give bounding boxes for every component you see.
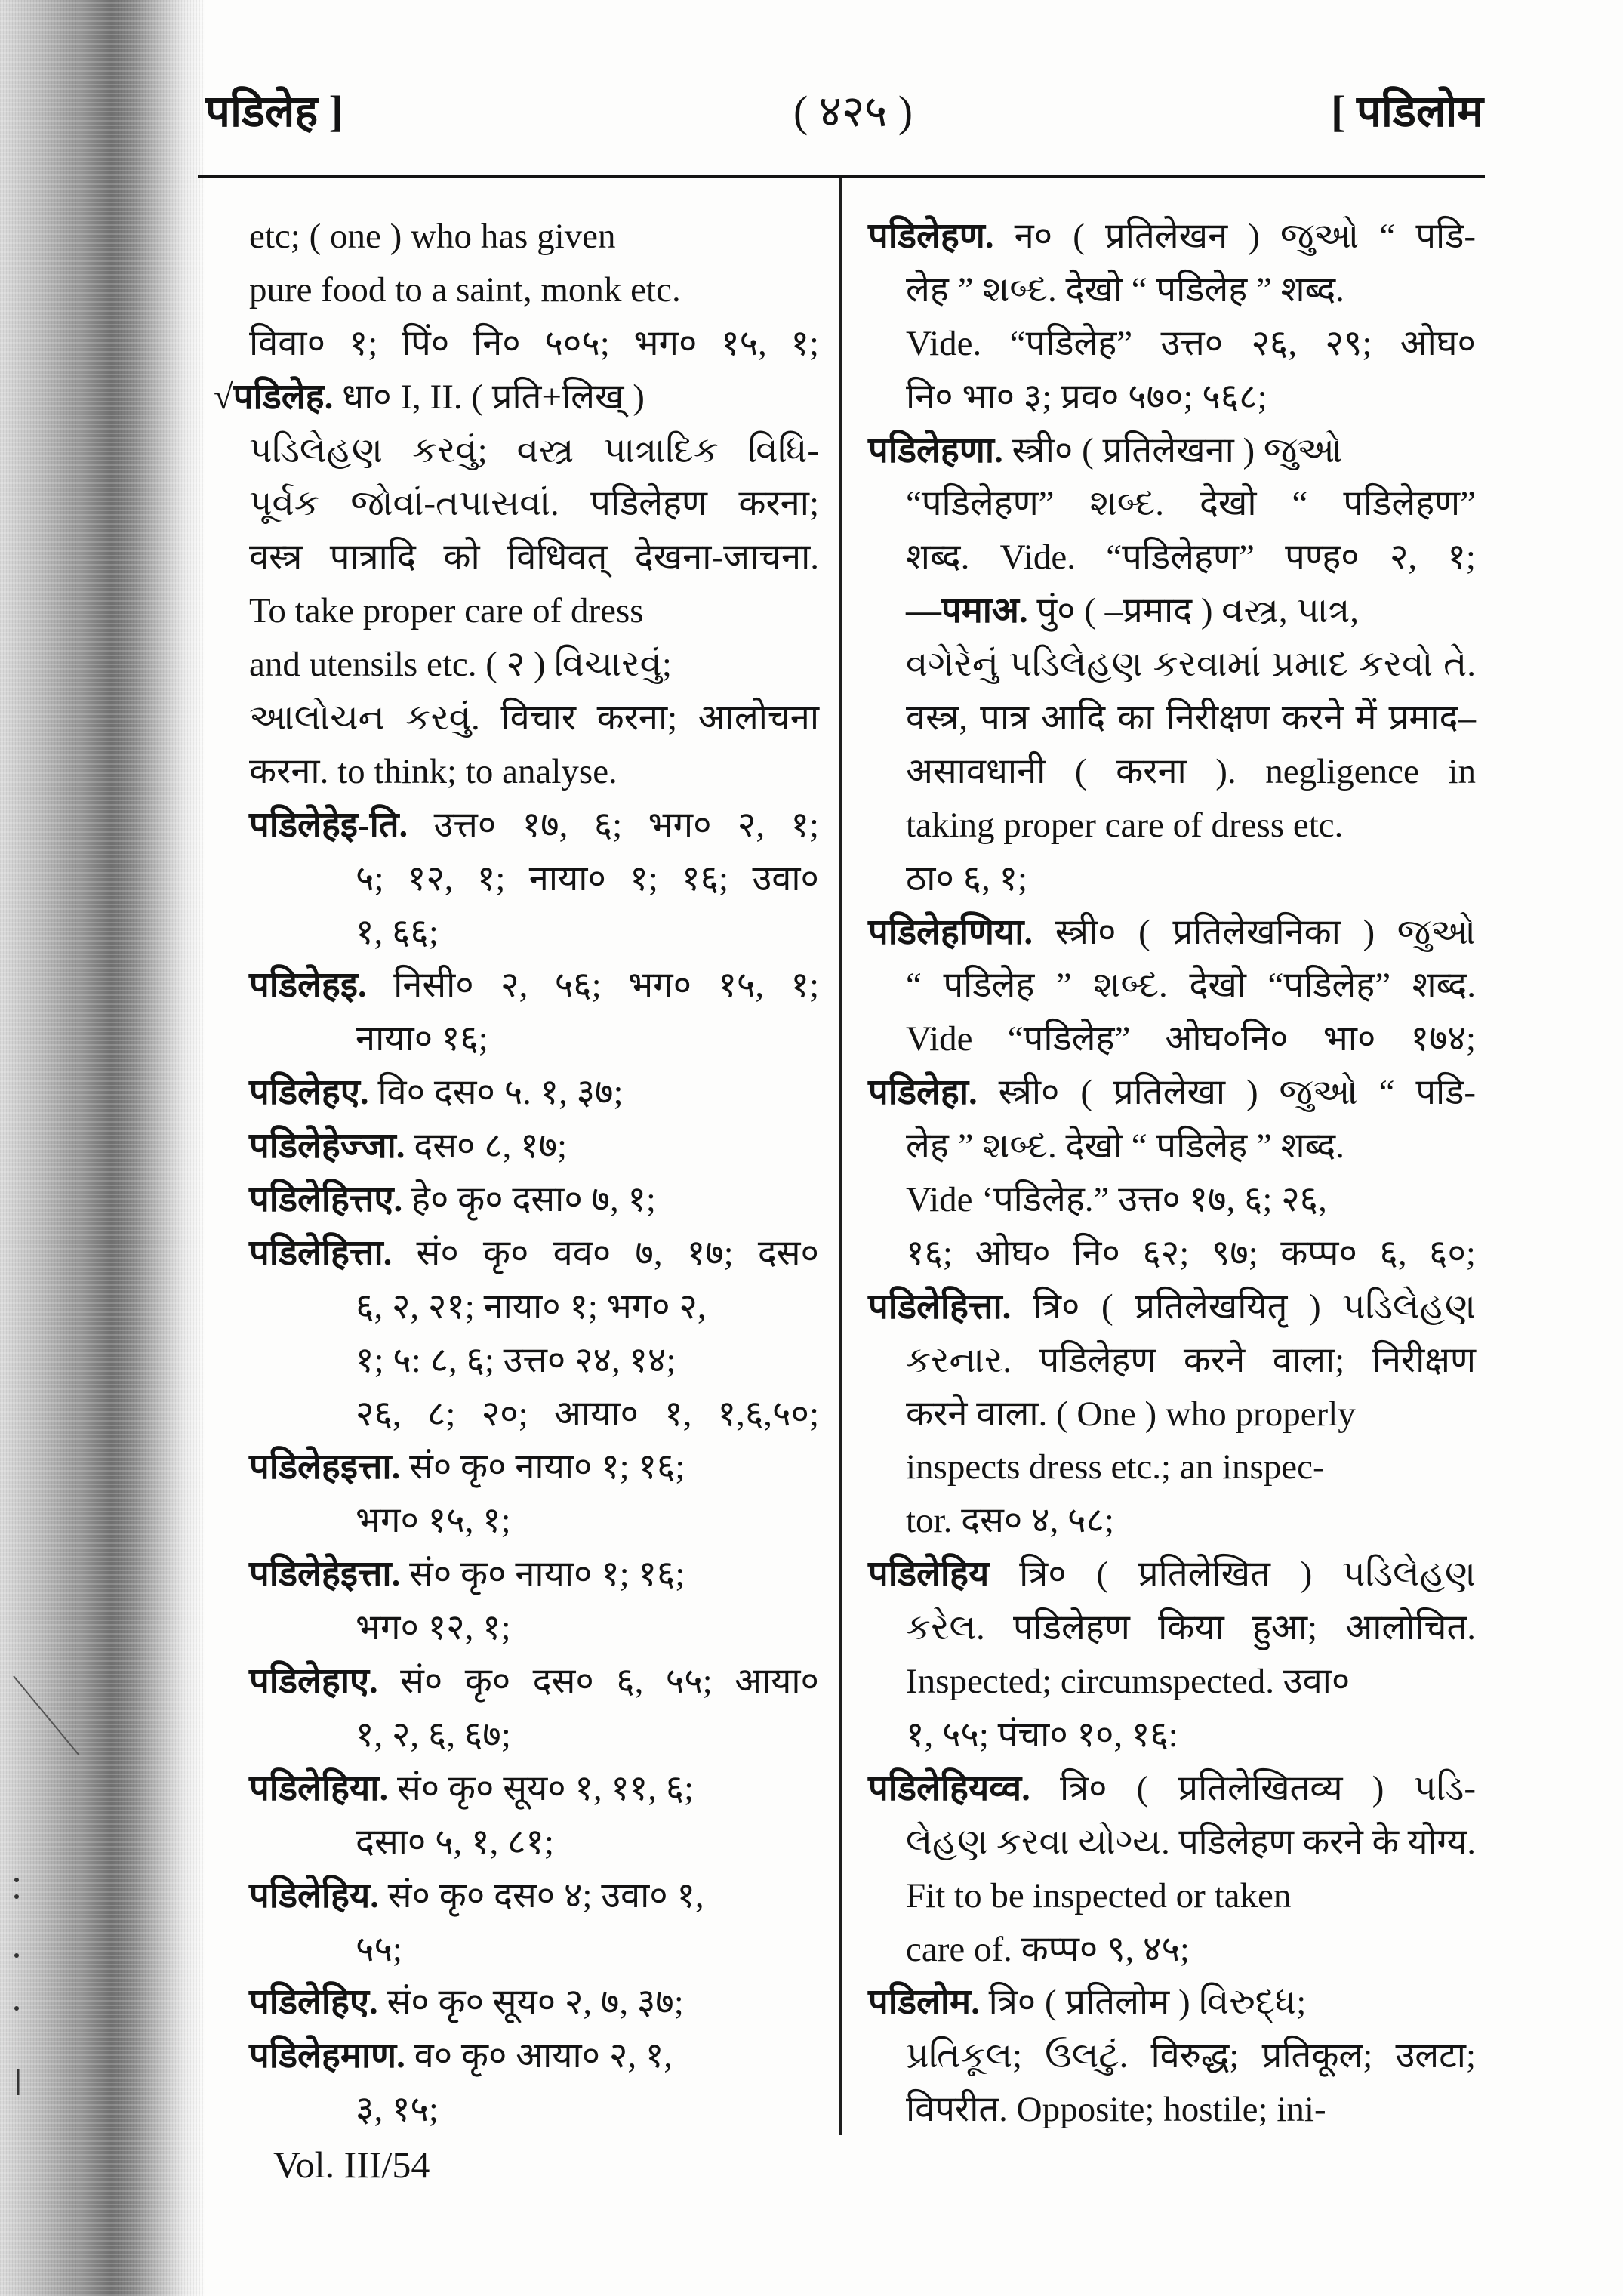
entry-text: Inspected; circumspected. उवा०	[906, 1662, 1350, 1702]
entry-text: “पडिलेहण” શબ્દ. देखो “ पडिलेहण”	[906, 484, 1476, 524]
dictionary-entry	[868, 906, 1476, 1067]
dictionary-entry	[868, 1976, 1476, 2137]
dictionary-entry	[249, 2029, 819, 2137]
entry-text: सं० कृ० दस० ४; उवा० १,	[379, 1875, 704, 1915]
volume-signature: Vol. III/54	[273, 2143, 430, 2186]
entry-text: Vide “पडिलेह” ओघ०नि० भा० १७४;	[906, 1019, 1476, 1059]
entry-text: २६, ८; २०; आया० १, १,६,५०;	[356, 1394, 819, 1434]
headword: पडिलेहियव्व.	[868, 1768, 1030, 1808]
entry-line	[868, 1281, 1476, 1334]
entry-text: Vide ‘पडिलेह.” उत्त० १७, ६; २६,	[906, 1180, 1327, 1220]
headword: पडिलेहिए.	[249, 1983, 378, 2023]
column-divider	[839, 178, 842, 2135]
entry-text: सं० कृ० नाया० १; १६;	[400, 1555, 685, 1595]
entry-line	[906, 1334, 1476, 1388]
entry-line	[249, 584, 819, 638]
entry-line	[249, 1066, 819, 1120]
dictionary-entry	[868, 1281, 1476, 1548]
headword: पडिलेहणा.	[868, 430, 1003, 470]
dictionary-entry	[249, 1548, 819, 1655]
entry-line	[249, 210, 819, 264]
dictionary-entry	[249, 1655, 819, 1762]
entry-text: taking proper care of dress etc.	[906, 805, 1344, 845]
headword: पडिलोम.	[868, 1983, 980, 2023]
entry-text: કરનાર. पडिलेहण करने वाला; निरीक्षण	[906, 1340, 1476, 1380]
dictionary-entry	[249, 1227, 819, 1441]
entry-text: etc; ( one ) who has given	[249, 217, 616, 256]
entry-text: inspects dress etc.; an inspec-	[906, 1447, 1325, 1487]
headword: पडिलेहिय.	[249, 1875, 380, 1915]
entry-text: १, २, ६, ६७;	[356, 1715, 511, 1755]
entry-line	[356, 1816, 819, 1869]
entry-line	[906, 1441, 1476, 1494]
entry-line	[906, 1601, 1476, 1655]
entry-text: सं० कृ० सूय० १, ११, ६;	[388, 1768, 694, 1808]
entry-line	[868, 906, 1476, 960]
headword: पडिलेहण.	[868, 217, 994, 256]
entry-line	[868, 424, 1476, 478]
entry-line	[356, 1709, 819, 1762]
entry-text: भग० १५, १;	[356, 1501, 511, 1541]
headword: पडिलेहिय	[868, 1555, 990, 1595]
scan-artifacts	[0, 1661, 98, 2114]
entry-line	[356, 1334, 819, 1388]
entry-text: ५; १२, १; नाया० १; १६; उवा०	[356, 858, 819, 898]
entry-line	[249, 1762, 819, 1816]
headword: पडिलेहेइत्ता.	[249, 1555, 401, 1595]
headword: पडिलेहित्ता.	[868, 1287, 1012, 1327]
entry-line	[249, 1227, 819, 1281]
entry-text: करने वाला. ( One ) who properly	[906, 1394, 1356, 1434]
running-head-first-word: पडिलेह ]	[205, 87, 343, 136]
entry-line	[356, 906, 819, 960]
headword: पडिलेहिया.	[249, 1768, 389, 1808]
headword: पडिलेहित्तए.	[249, 1180, 403, 1220]
entry-text: પ્રતિકૂલ; ઉલટું. विरुद्ध; प्रतिकूल; उलटा;	[906, 2036, 1476, 2076]
entry-line	[906, 2029, 1476, 2083]
entry-line	[868, 1762, 1476, 1816]
entry-line	[249, 1441, 819, 1494]
entry-text: કરેલ. पडिलेहण किया हुआ; आलोचित.	[906, 1608, 1476, 1648]
entry-text: ६, २, २१; नाया० १; भग० २,	[356, 1287, 707, 1327]
entry-line	[906, 852, 1476, 906]
entry-text: લેહણ કરવા યોગ્ય. पडिलेहण करने के योग्य.	[906, 1822, 1476, 1862]
entry-text: त्रि० ( प्रतिलेखित ) પડિલેહણ	[989, 1555, 1476, 1595]
entry-text: व० कृ० आया० २, १,	[405, 2036, 673, 2076]
entry-text: pure food to a saint, monk etc.	[249, 270, 681, 310]
entry-line	[214, 371, 819, 424]
page-number: ( ४२५ )	[793, 87, 913, 136]
entry-line	[906, 692, 1476, 745]
dictionary-entry	[249, 1869, 819, 1977]
entry-line	[356, 1494, 819, 1548]
headword: पडिलेहाए.	[249, 1662, 378, 1702]
headword: पडिलेहा.	[868, 1073, 978, 1113]
dictionary-entry	[214, 371, 819, 799]
entry-text: १६; ओघ० नि० ६२; ९७; कप्प० ६, ६०;	[906, 1233, 1476, 1273]
entry-text: “ पडिलेह ” શબ્દ. देखो “पडिलेह” शब्द.	[906, 966, 1476, 1006]
entry-line	[906, 1816, 1476, 1869]
entry-text: १, ६६;	[356, 912, 439, 952]
headword: पडिलेहणिया.	[868, 912, 1033, 952]
dictionary-entry	[249, 1120, 819, 1173]
entry-line	[906, 1120, 1476, 1173]
entry-text: हे० कृ० दसा० ७, १;	[402, 1180, 656, 1220]
entry-line	[906, 959, 1476, 1012]
entry-line	[356, 852, 819, 906]
dictionary-entry	[249, 1066, 819, 1120]
entry-line	[249, 638, 819, 692]
entry-line	[906, 799, 1476, 852]
entry-line	[906, 317, 1476, 371]
entry-text: care of. कप्प० ९, ४५;	[906, 1929, 1190, 1969]
entry-text: सं० कृ० नाया० १; १६;	[400, 1447, 685, 1487]
entry-text: करना. to think; to analyse.	[249, 751, 617, 791]
entry-line	[356, 1281, 819, 1334]
entry-line	[868, 210, 1476, 264]
entry-line	[249, 1120, 819, 1173]
entry-text: Vide. “पडिलेह” उत्त० २६, २९; ओघ०	[906, 323, 1476, 363]
dictionary-entry	[249, 1441, 819, 1548]
entry-text: त्रि० ( प्रतिलेखयितृ ) પડિલેહણ	[1011, 1287, 1476, 1327]
entry-text: लेह ” શબ્દ. देखो “ पडिलेह ” शब्द.	[906, 1126, 1344, 1166]
entry-text: लेह ” શબ્દ. देखो “ पडिलेह ” शब्द.	[906, 270, 1344, 310]
headword: पडिलेहइ.	[249, 966, 367, 1006]
headword: —पमाअ.	[906, 591, 1028, 631]
entry-text: सं० कृ० वव० ७, १७; दस०	[392, 1233, 819, 1273]
entry-line	[906, 1173, 1476, 1227]
headword: √पडिलेह.	[214, 377, 334, 417]
entry-text: नि० भा० ३; प्रव० ५७०; ५६८;	[906, 377, 1267, 417]
dictionary-entry	[868, 210, 1476, 424]
entry-text: वि० दस० ५. १, ३७;	[368, 1073, 624, 1113]
right-column	[868, 210, 1476, 2137]
entry-line	[249, 1548, 819, 1601]
dictionary-entry	[868, 424, 1476, 585]
entry-line	[249, 317, 819, 371]
entry-text: वस्त्र पात्रादि को विधिवत् देखना-जाचना.	[249, 538, 819, 578]
entry-line	[249, 1976, 819, 2029]
entry-line	[906, 1923, 1476, 1977]
entry-text: ५५;	[356, 1929, 402, 1969]
headword: पडिलेहए.	[249, 1073, 369, 1113]
entry-text: निसी० २, ५६; भग० १५, १;	[366, 966, 819, 1006]
entry-line	[356, 1012, 819, 1066]
entry-line	[906, 264, 1476, 317]
entry-text: विपरीत. Opposite; hostile; ini-	[906, 2090, 1326, 2130]
entry-text: tor. दस० ४, ५८;	[906, 1501, 1114, 1541]
dictionary-entry	[249, 1976, 819, 2029]
entry-line	[249, 1655, 819, 1709]
entry-line	[249, 531, 819, 584]
entry-line	[906, 371, 1476, 424]
entry-line	[249, 1869, 819, 1923]
entry-text: धा० I, II. ( प्रति+लिख् )	[333, 377, 645, 417]
dictionary-entry	[249, 1173, 819, 1227]
entry-text: विवा० १; पिं० नि० ५०५; भग० १५, १;	[249, 323, 819, 363]
entry-line	[868, 1548, 1476, 1601]
entry-text: and utensils etc. ( २ ) વિચારવું;	[249, 645, 672, 685]
headword: पडिलेहेज्जा.	[249, 1126, 405, 1166]
entry-text: सं० कृ० दस० ६, ५५; आया०	[377, 1662, 819, 1702]
entry-text: उत्त० १७, ६; भग० २, १;	[408, 805, 819, 845]
running-head-last-word: [ पडिलोम	[1331, 87, 1483, 136]
entry-text: त्रि० ( प्रतिलेखितव्य ) પડિ-	[1030, 1768, 1476, 1808]
dictionary-entry	[249, 799, 819, 960]
dictionary-entry	[868, 1762, 1476, 1977]
entry-text: પડિલેહણ કરવું; વસ્ત્ર પાત્રાદિક વિધિ-	[249, 430, 819, 470]
entry-text: शब्द. Vide. “पडिलेहण” पण्ह० २, १;	[906, 538, 1476, 578]
entry-text: सं० कृ० सूय० २, ७, ३७;	[377, 1983, 684, 2023]
entry-line	[906, 584, 1476, 638]
entry-line	[906, 1869, 1476, 1923]
entry-text: પૂર્વક જોવાં-તપાસવાં. पडिलेहण करना;	[249, 484, 819, 524]
headword: पडिलेहित्ता.	[249, 1233, 393, 1273]
headword: पडिलेहेइ-ति.	[249, 805, 408, 845]
entry-text: આલોચન કરવું. विचार करना; आलोचना	[249, 698, 819, 738]
entry-text: વગેરેનું પડિલેહણ કરવામાં પ્રમાદ કરવો તે.	[906, 645, 1476, 685]
entry-text: पुं० ( –प्रमाद ) વસ્ત્ર, પાત્ર,	[1027, 591, 1360, 631]
left-column	[214, 210, 819, 2137]
dictionary-entry	[868, 1548, 1476, 1762]
headword: पडिलेहइत्ता.	[249, 1447, 401, 1487]
entry-line	[906, 1227, 1476, 1281]
entry-line	[906, 2083, 1476, 2137]
entry-line	[868, 1066, 1476, 1120]
entry-line	[906, 1709, 1476, 1762]
entry-line	[249, 424, 819, 478]
entry-text: १, ५५; पंचा० १०, १६:	[906, 1715, 1178, 1755]
entry-line	[249, 959, 819, 1012]
entry-line	[249, 799, 819, 852]
headword: पडिलेहमाण.	[249, 2036, 405, 2076]
entry-line	[249, 2029, 819, 2083]
entry-line	[906, 531, 1476, 584]
entry-text: त्रि० ( प्रतिलोम ) વિરુદ્ધ;	[979, 1983, 1307, 2023]
entry-line	[249, 264, 819, 317]
entry-line	[868, 1976, 1476, 2029]
entry-line	[906, 1388, 1476, 1441]
entry-line	[356, 1388, 819, 1441]
dictionary-entry	[868, 584, 1476, 905]
entry-line	[906, 1012, 1476, 1066]
entry-line	[906, 1655, 1476, 1709]
entry-line	[906, 1494, 1476, 1548]
entry-text: न० ( प्रतिलेखन ) જુઓ “ पडि-	[993, 217, 1476, 256]
dictionary-entry	[249, 959, 819, 1066]
entry-text: ठा० ६, १;	[906, 858, 1028, 898]
entry-text: स्त्री० ( प्रतिलेखनिका ) જુઓ	[1033, 912, 1476, 952]
entry-text: To take proper care of dress	[249, 591, 644, 631]
entry-line	[249, 1173, 819, 1227]
entry-text: असावधानी ( करना ). negligence in	[906, 751, 1476, 791]
entry-text: वस्त्र, पात्र आदि का निरीक्षण करने में प्रमाद–	[906, 698, 1476, 738]
entry-text: ३, १५;	[356, 2090, 439, 2130]
entry-line	[249, 477, 819, 531]
entry-text: स्त्री० ( प्रतिलेखना ) જુઓ	[1002, 430, 1343, 470]
entry-line	[356, 1923, 819, 1977]
dictionary-entry	[249, 1762, 819, 1869]
entry-line	[249, 745, 819, 799]
dictionary-entry	[249, 210, 819, 371]
dictionary-entry	[868, 1066, 1476, 1281]
entry-line	[906, 477, 1476, 531]
entry-line	[906, 638, 1476, 692]
entry-text: दसा० ५, १, ८१;	[356, 1822, 554, 1862]
entry-text: १; ५: ८, ६; उत्त० २४, १४;	[356, 1340, 676, 1380]
entry-text: स्त्री० ( प्रतिलेखा ) જુઓ “ पडि-	[977, 1073, 1476, 1113]
entry-line	[356, 1601, 819, 1655]
entry-line	[356, 2083, 819, 2137]
entry-text: भग० १२, १;	[356, 1608, 511, 1648]
entry-text: नाया० १६;	[356, 1019, 488, 1059]
entry-text: दस० ८, १७;	[405, 1126, 568, 1166]
entry-line	[249, 692, 819, 745]
entry-line	[906, 745, 1476, 799]
entry-text: Fit to be inspected or taken	[906, 1875, 1292, 1915]
